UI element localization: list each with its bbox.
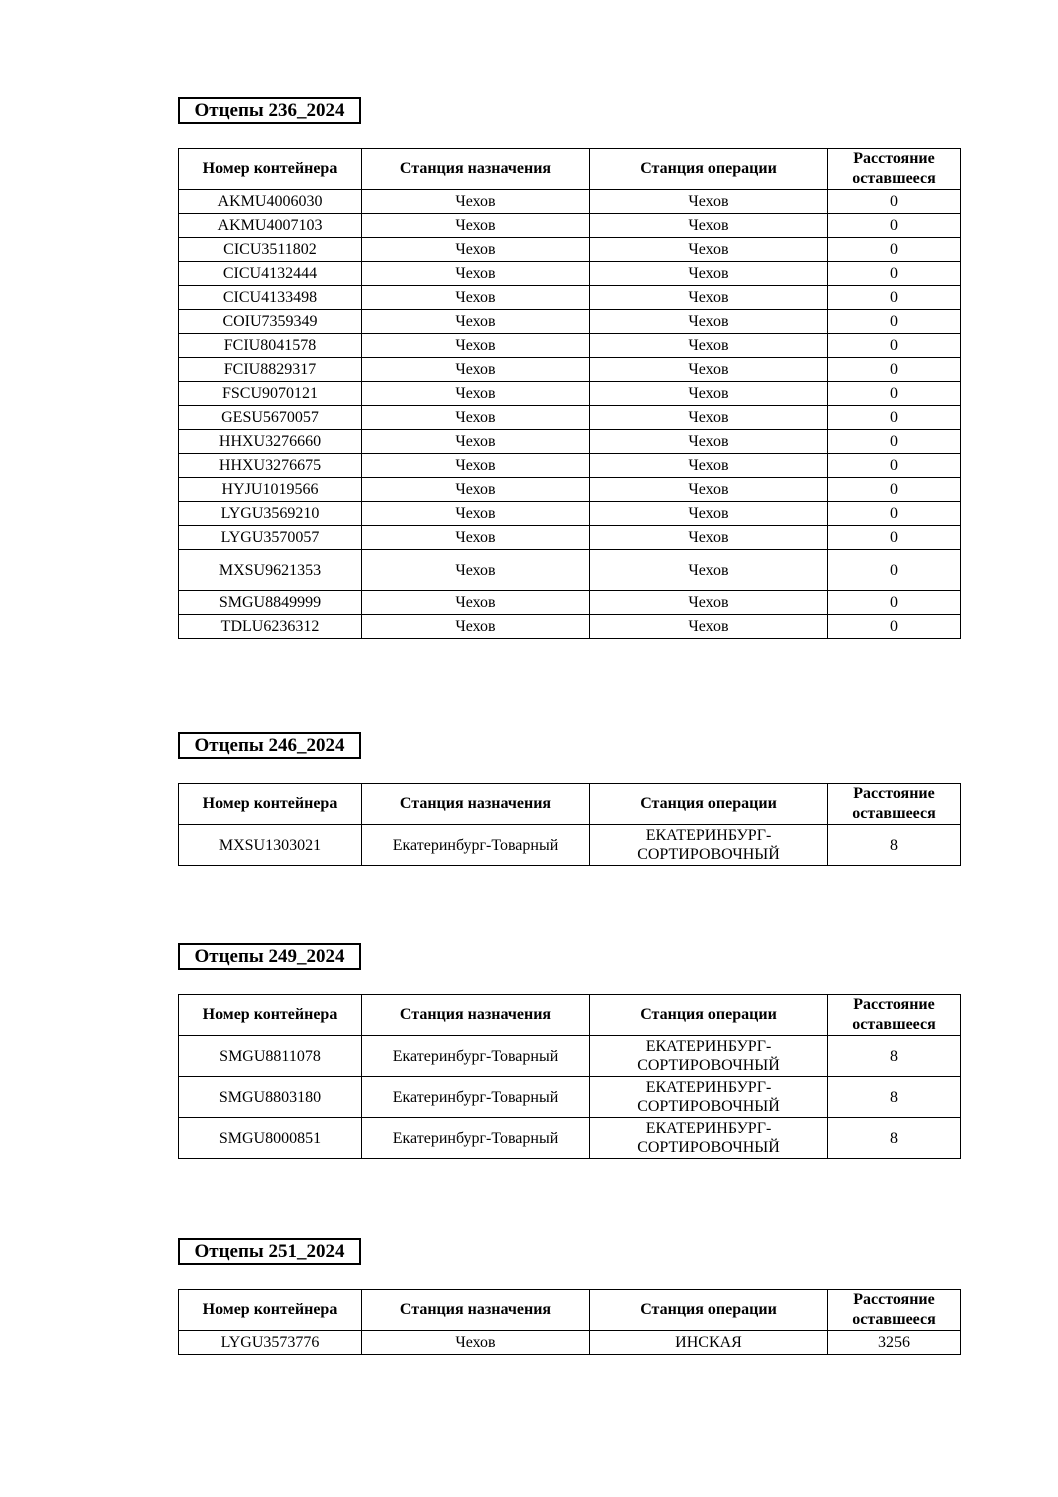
table-cell: 8	[828, 1077, 961, 1118]
table-cell: LYGU3569210	[179, 502, 362, 526]
containers-table	[178, 994, 961, 1159]
table-cell: SMGU8803180	[179, 1077, 362, 1118]
table-cell: CICU4133498	[179, 286, 362, 310]
table-cell: Чехов	[590, 238, 828, 262]
table-cell: 0	[828, 615, 961, 639]
table-cell: 0	[828, 286, 961, 310]
table-cell: Чехов	[362, 502, 590, 526]
column-header: Расстояние оставшееся	[828, 995, 961, 1036]
table-cell: ИНСКАЯ	[590, 1331, 828, 1355]
table-row	[179, 286, 961, 310]
table-cell: Чехов	[362, 1331, 590, 1355]
table-row	[179, 382, 961, 406]
table-cell: ЕКАТЕРИНБУРГ- СОРТИРОВОЧНЫЙ	[590, 1036, 828, 1077]
table-cell: 0	[828, 526, 961, 550]
table-cell: Чехов	[590, 478, 828, 502]
table-row	[179, 238, 961, 262]
table-row	[179, 1331, 961, 1355]
table-cell: AKMU4007103	[179, 214, 362, 238]
table-row	[179, 591, 961, 615]
table-cell: Екатеринбург-Товарный	[362, 825, 590, 866]
table-cell: Чехов	[590, 286, 828, 310]
table-row	[179, 334, 961, 358]
table-cell: Чехов	[590, 406, 828, 430]
containers-table	[178, 1289, 961, 1355]
column-header: Номер контейнера	[179, 1290, 362, 1331]
table-cell: Чехов	[362, 358, 590, 382]
table-cell: Чехов	[590, 550, 828, 591]
column-header: Расстояние оставшееся	[828, 784, 961, 825]
column-header: Расстояние оставшееся	[828, 149, 961, 190]
table-row	[179, 825, 961, 866]
table-cell: Чехов	[362, 454, 590, 478]
table-cell: 0	[828, 190, 961, 214]
table-row	[179, 190, 961, 214]
table-cell: MXSU1303021	[179, 825, 362, 866]
table-cell: Чехов	[590, 262, 828, 286]
table-cell: Чехов	[362, 190, 590, 214]
column-header: Расстояние оставшееся	[828, 1290, 961, 1331]
column-header: Станция операции	[590, 784, 828, 825]
table-row	[179, 615, 961, 639]
table-header-row	[179, 149, 961, 190]
table-cell: 0	[828, 502, 961, 526]
column-header: Станция назначения	[362, 1290, 590, 1331]
column-header: Номер контейнера	[179, 995, 362, 1036]
table-cell: LYGU3573776	[179, 1331, 362, 1355]
table-cell: SMGU8811078	[179, 1036, 362, 1077]
table-cell: 8	[828, 1036, 961, 1077]
table-cell: Чехов	[590, 358, 828, 382]
table-cell: FCIU8829317	[179, 358, 362, 382]
table-cell: 8	[828, 825, 961, 866]
table-cell: SMGU8000851	[179, 1118, 362, 1159]
table-cell: MXSU9621353	[179, 550, 362, 591]
table-row	[179, 526, 961, 550]
section-title: Отцепы 246_2024	[178, 732, 361, 759]
table-cell: 0	[828, 238, 961, 262]
table-cell: Екатеринбург-Товарный	[362, 1036, 590, 1077]
table-cell: Чехов	[362, 238, 590, 262]
table-header-row	[179, 1290, 961, 1331]
table-cell: Чехов	[362, 478, 590, 502]
table-row	[179, 214, 961, 238]
table-cell: Чехов	[590, 454, 828, 478]
table-cell: HHXU3276660	[179, 430, 362, 454]
table-cell: Чехов	[362, 310, 590, 334]
column-header: Станция назначения	[362, 995, 590, 1036]
section-title: Отцепы 251_2024	[178, 1238, 361, 1265]
table-cell: Чехов	[590, 310, 828, 334]
table-cell: CICU4132444	[179, 262, 362, 286]
section-title: Отцепы 236_2024	[178, 97, 361, 124]
table-cell: 0	[828, 591, 961, 615]
table-cell: CICU3511802	[179, 238, 362, 262]
table-cell: 3256	[828, 1331, 961, 1355]
table-row	[179, 502, 961, 526]
table-cell: Чехов	[362, 214, 590, 238]
table-cell: Чехов	[362, 262, 590, 286]
table-cell: ЕКАТЕРИНБУРГ- СОРТИРОВОЧНЫЙ	[590, 825, 828, 866]
table-header-row	[179, 784, 961, 825]
table-cell: Чехов	[362, 406, 590, 430]
table-cell: Чехов	[362, 591, 590, 615]
table-cell: Чехов	[362, 334, 590, 358]
column-header: Станция назначения	[362, 149, 590, 190]
table-cell: ЕКАТЕРИНБУРГ- СОРТИРОВОЧНЫЙ	[590, 1077, 828, 1118]
table-cell: TDLU6236312	[179, 615, 362, 639]
table-cell: Чехов	[362, 286, 590, 310]
table-cell: 0	[828, 454, 961, 478]
table-cell: Чехов	[362, 615, 590, 639]
table-cell: Чехов	[590, 615, 828, 639]
table-cell: Чехов	[590, 334, 828, 358]
table-cell: FCIU8041578	[179, 334, 362, 358]
column-header: Станция операции	[590, 995, 828, 1036]
table-cell: Чехов	[590, 591, 828, 615]
table-cell: AKMU4006030	[179, 190, 362, 214]
table-cell: Екатеринбург-Товарный	[362, 1077, 590, 1118]
column-header: Номер контейнера	[179, 149, 362, 190]
table-cell: HYJU1019566	[179, 478, 362, 502]
table-row	[179, 550, 961, 591]
column-header: Станция операции	[590, 149, 828, 190]
table-cell: LYGU3570057	[179, 526, 362, 550]
table-cell: COIU7359349	[179, 310, 362, 334]
column-header: Станция операции	[590, 1290, 828, 1331]
table-cell: 0	[828, 430, 961, 454]
section-title: Отцепы 249_2024	[178, 943, 361, 970]
containers-table	[178, 783, 961, 866]
containers-table	[178, 148, 961, 639]
table-header-row	[179, 995, 961, 1036]
table-cell: Чехов	[362, 526, 590, 550]
table-cell: HHXU3276675	[179, 454, 362, 478]
table-cell: 0	[828, 406, 961, 430]
table-cell: FSCU9070121	[179, 382, 362, 406]
table-cell: Чехов	[362, 382, 590, 406]
table-cell: Чехов	[362, 550, 590, 591]
table-row	[179, 262, 961, 286]
table-cell: Чехов	[590, 526, 828, 550]
table-cell: Чехов	[590, 502, 828, 526]
table-cell: Чехов	[362, 430, 590, 454]
table-cell: 0	[828, 310, 961, 334]
table-row	[179, 478, 961, 502]
table-cell: Чехов	[590, 382, 828, 406]
table-cell: 8	[828, 1118, 961, 1159]
table-cell: ЕКАТЕРИНБУРГ- СОРТИРОВОЧНЫЙ	[590, 1118, 828, 1159]
table-row	[179, 406, 961, 430]
table-cell: 0	[828, 478, 961, 502]
table-row	[179, 454, 961, 478]
table-cell: 0	[828, 214, 961, 238]
table-cell: Чехов	[590, 214, 828, 238]
table-cell: Екатеринбург-Товарный	[362, 1118, 590, 1159]
table-row	[179, 1118, 961, 1159]
column-header: Станция назначения	[362, 784, 590, 825]
table-cell: Чехов	[590, 190, 828, 214]
table-cell: 0	[828, 334, 961, 358]
table-cell: 0	[828, 358, 961, 382]
table-cell: 0	[828, 382, 961, 406]
table-row	[179, 1036, 961, 1077]
table-row	[179, 310, 961, 334]
table-cell: 0	[828, 262, 961, 286]
table-row	[179, 430, 961, 454]
table-cell: 0	[828, 550, 961, 591]
table-cell: GESU5670057	[179, 406, 362, 430]
table-row	[179, 358, 961, 382]
table-row	[179, 1077, 961, 1118]
table-cell: SMGU8849999	[179, 591, 362, 615]
table-cell: Чехов	[590, 430, 828, 454]
column-header: Номер контейнера	[179, 784, 362, 825]
